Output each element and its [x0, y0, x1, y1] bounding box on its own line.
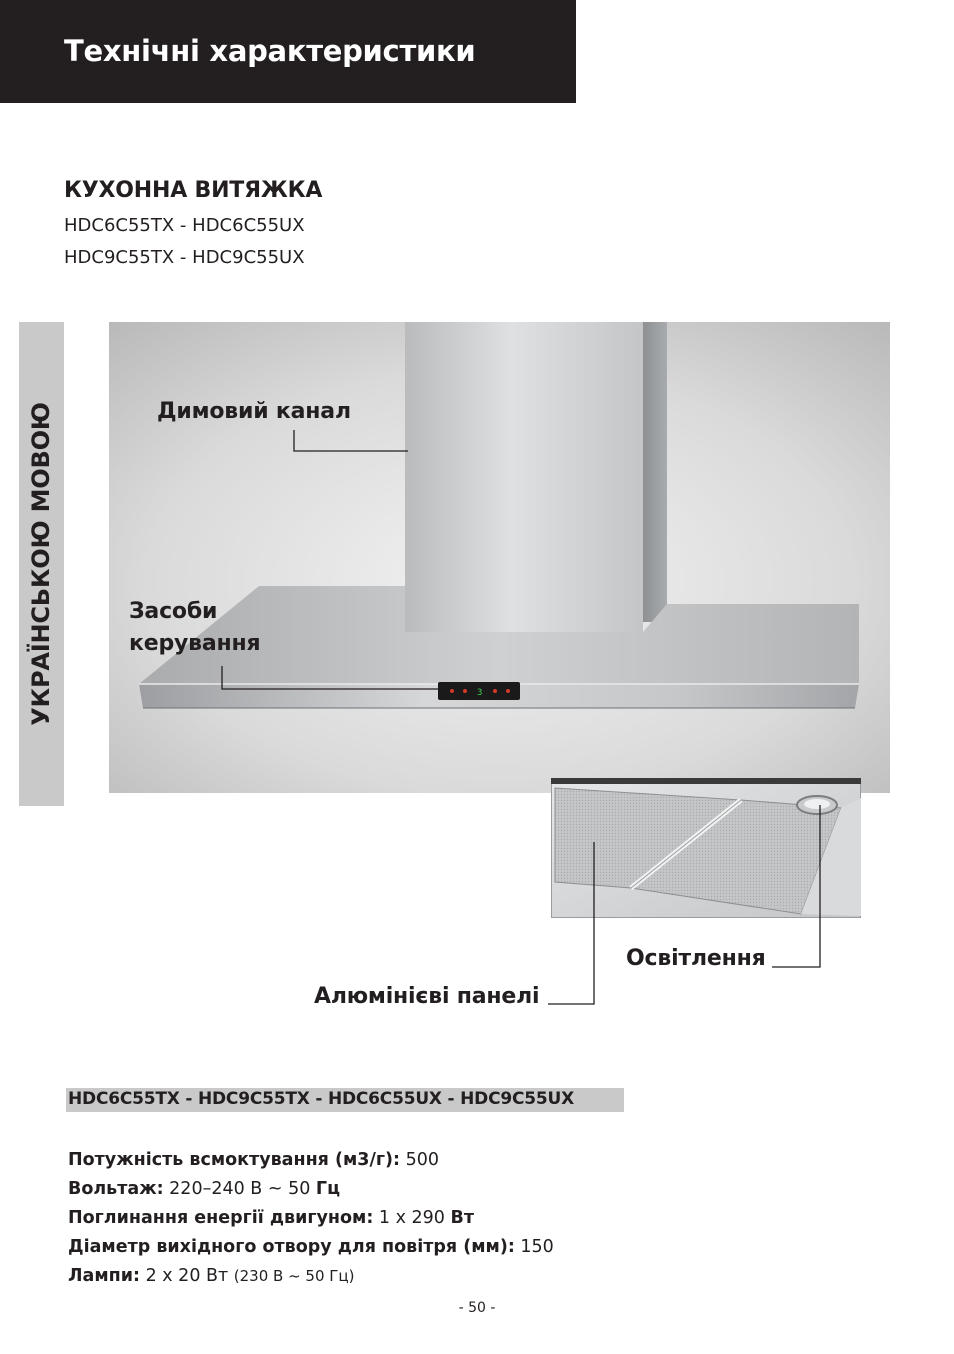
callout-aluminium-panels: Алюмінієві панелі — [314, 984, 540, 1009]
spec-value: 2 х 20 Вт — [140, 1266, 234, 1286]
page-number: - 50 - — [458, 1300, 496, 1316]
hood-underside-inset — [551, 778, 861, 918]
spec-label: Лампи: — [68, 1266, 140, 1286]
callout-controls-line2: керування — [129, 631, 261, 656]
language-tab-label: УКРАЇНСЬКОЮ МОВОЮ — [27, 402, 55, 726]
cooker-hood-illustration — [109, 322, 890, 793]
product-title: КУХОННА ВИТЯЖКА — [64, 178, 323, 203]
specs-header: HDC6C55TX - HDC9C55TX - HDC6C55UX - HDC9C55UX — [68, 1089, 575, 1109]
spec-row-motor-power — [68, 1208, 474, 1228]
spec-row-outlet-diameter — [68, 1237, 554, 1257]
spec-value: 220–240 В ~ 50 — [163, 1179, 316, 1199]
model-line-1: HDC6C55TX - HDC6C55UX — [64, 215, 305, 236]
callout-chimney: Димовий канал — [157, 399, 351, 424]
specs-header-bar — [66, 1088, 624, 1112]
spec-label: Діаметр вихідного отвору для повітря (мм): — [68, 1237, 515, 1257]
spec-unit: Гц — [315, 1179, 341, 1199]
spec-label: Вольтаж: — [68, 1179, 164, 1199]
spec-value: 500 — [400, 1150, 439, 1170]
spec-row-suction — [68, 1150, 439, 1170]
callout-lighting: Освітлення — [626, 946, 766, 971]
callout-controls-line1: Засоби — [129, 599, 218, 624]
header-bar — [0, 0, 576, 103]
spec-row-voltage — [68, 1179, 340, 1199]
spec-unit: Вт — [450, 1208, 474, 1228]
page-title: Технічні характеристики — [64, 34, 476, 68]
spec-value: 150 — [514, 1237, 554, 1257]
control-panel-display: 3 — [477, 688, 483, 698]
spec-value: 1 х 290 — [373, 1208, 451, 1228]
spec-label: Потужність всмоктування (м3/г): — [68, 1150, 401, 1170]
language-side-tab — [19, 322, 64, 806]
spec-label: Поглинання енергії двигуном: — [68, 1208, 374, 1228]
model-line-2: HDC9C55TX - HDC9C55UX — [64, 247, 305, 268]
spec-note: (230 В ~ 50 Гц) — [233, 1267, 355, 1285]
spec-row-lamps — [68, 1266, 355, 1286]
